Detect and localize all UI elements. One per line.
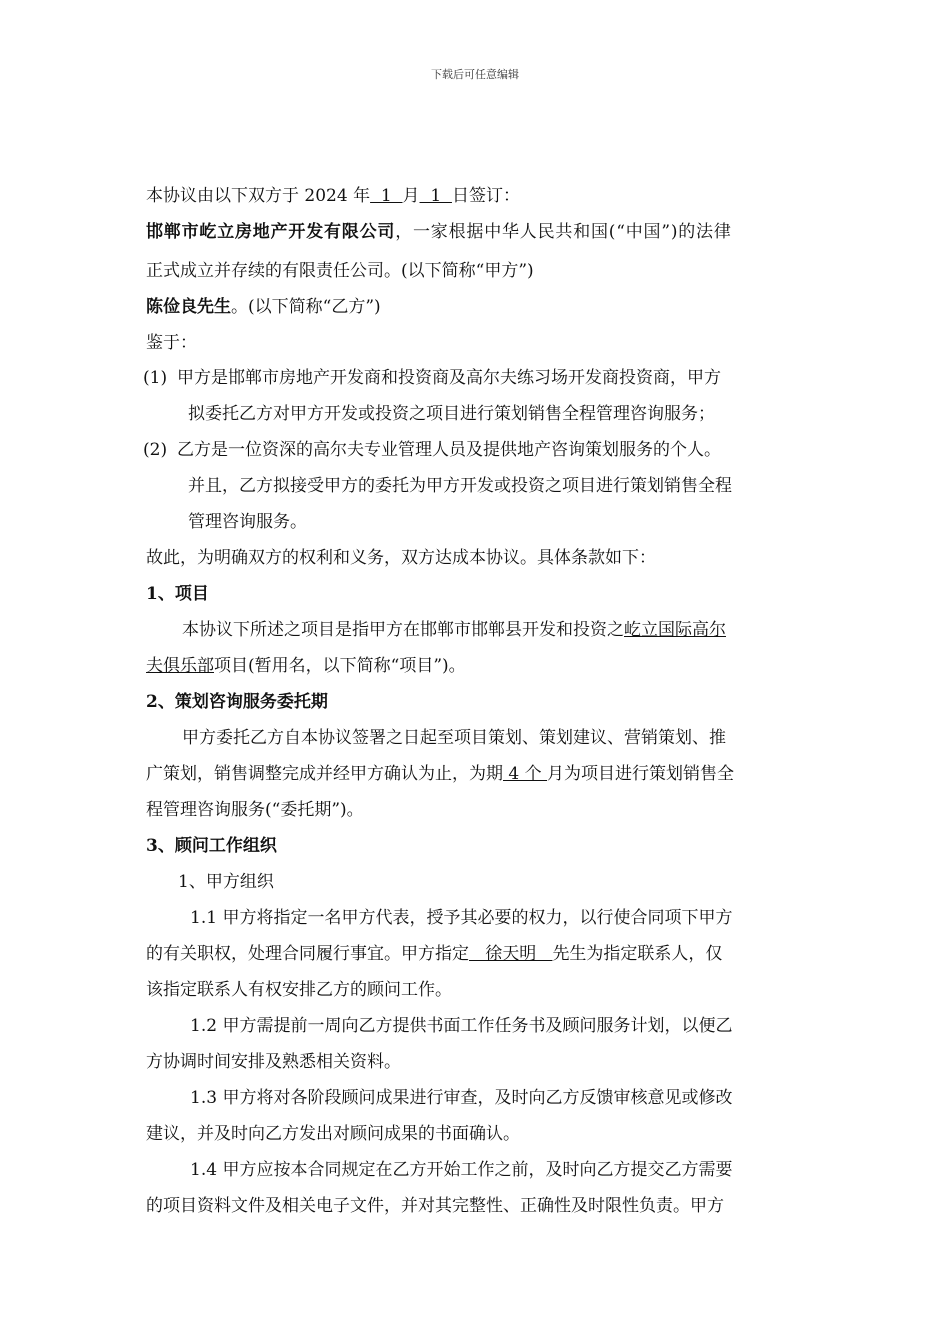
- section-1-line-2: [146, 656, 810, 676]
- page-header: 下载后可任意编辑: [431, 68, 519, 81]
- section-2-line-2: [146, 764, 810, 784]
- clause-1-1-line-3: 该指定联系人有权安排乙方的顾问工作。: [146, 980, 452, 1000]
- recital-2: [143, 440, 807, 460]
- section-1-line-1: [182, 620, 846, 640]
- clause-1-2-line-2: 方协调时间安排及熟悉相关资料。: [146, 1052, 401, 1072]
- party-a-name: 邯郸市屹立房地产开发有限公司: [146, 222, 396, 242]
- text: ，一家根据中华人民共和国(“中国”)的法律: [395, 222, 732, 242]
- section-2-line-3: 程管理咨询服务(“委托期”)。: [146, 800, 364, 820]
- item-number: (1): [143, 368, 168, 388]
- text: 的有关职权，处理合同履行事宜。甲方指定: [146, 944, 469, 964]
- section-1-title: 1、项目: [146, 584, 209, 604]
- party-a-line: [146, 222, 810, 242]
- item-number: (2): [143, 440, 168, 460]
- text: 本协议由以下双方于 2024 年: [146, 186, 371, 206]
- text: 先生为指定联系人，仅: [552, 944, 723, 964]
- whereas-label: 鉴于：: [146, 333, 197, 353]
- section-2-title: 2、策划咨询服务委托期: [146, 692, 328, 712]
- text: 本协议下所述之项目是指甲方在邯郸市邯郸县开发和投资之: [182, 620, 624, 640]
- recital-2-line-3: 管理咨询服务。: [188, 512, 307, 532]
- section-3-subtitle: 1、甲方组织: [178, 872, 274, 892]
- text: 甲方是邯郸市房地产开发商和投资商及高尔夫练习场开发商投资商，甲方: [177, 368, 721, 388]
- section-3-title: 3、顾问工作组织: [146, 836, 277, 856]
- text: 。(以下简称“乙方”): [231, 297, 381, 317]
- month-value: 1: [370, 186, 403, 206]
- clause-1-3-line-2: 建议，并及时向乙方发出对顾问成果的书面确认。: [146, 1124, 520, 1144]
- clause-1-1-line-2: [146, 944, 810, 964]
- clause-1-3-line-1: 1.3 甲方将对各阶段顾问成果进行审查，及时向乙方反馈审核意见或修改: [190, 1088, 733, 1108]
- day-value: 1: [419, 186, 452, 206]
- term-months: 4 个: [503, 764, 548, 784]
- recital-1-line-2: 拟委托乙方对甲方开发或投资之项目进行策划销售全程管理咨询服务；: [188, 404, 715, 424]
- project-name: 夫俱乐部: [146, 656, 214, 676]
- recital-2-line-2: 并且，乙方拟接受甲方的委托为甲方开发或投资之项目进行策划销售全程: [188, 476, 732, 496]
- text: 项目(暂用名，以下简称“项目”)。: [214, 656, 466, 676]
- party-b-name: 陈俭良先生: [146, 297, 231, 317]
- clause-1-2-line-1: 1.2 甲方需提前一周向乙方提供书面工作任务书及顾问服务计划，以便乙: [190, 1016, 733, 1036]
- party-a-line-2: 正式成立并存续的有限责任公司。(以下简称“甲方”): [146, 261, 534, 281]
- clause-1-4-line-1: 1.4 甲方应按本合同规定在乙方开始工作之前，及时向乙方提交乙方需要: [190, 1160, 733, 1180]
- clause-1-1-line-1: 1.1 甲方将指定一名甲方代表，授予其必要的权力，以行使合同项下甲方: [190, 908, 733, 928]
- text: 月为项目进行策划销售全: [547, 764, 735, 784]
- party-b-line: [146, 297, 810, 317]
- text: 月: [402, 186, 420, 206]
- text: 乙方是一位资深的高尔夫专业管理人员及提供地产咨询策划服务的个人。: [177, 440, 721, 460]
- recital-1: [143, 368, 807, 388]
- text: 广策划，销售调整完成并经甲方确认为止，为期: [146, 764, 503, 784]
- therefore-line: 故此，为明确双方的权利和义务，双方达成本协议。具体条款如下：: [146, 548, 656, 568]
- signing-date-line: [146, 186, 810, 206]
- project-name: 屹立国际高尔: [624, 620, 726, 640]
- section-2-line-1: 甲方委托乙方自本协议签署之日起至项目策划、策划建议、营销策划、推: [182, 728, 726, 748]
- contact-name: 徐天明: [469, 944, 553, 964]
- clause-1-4-line-2: 的项目资料文件及相关电子文件，并对其完整性、正确性及时限性负责。甲方: [146, 1196, 724, 1216]
- text: 日签订：: [451, 186, 520, 206]
